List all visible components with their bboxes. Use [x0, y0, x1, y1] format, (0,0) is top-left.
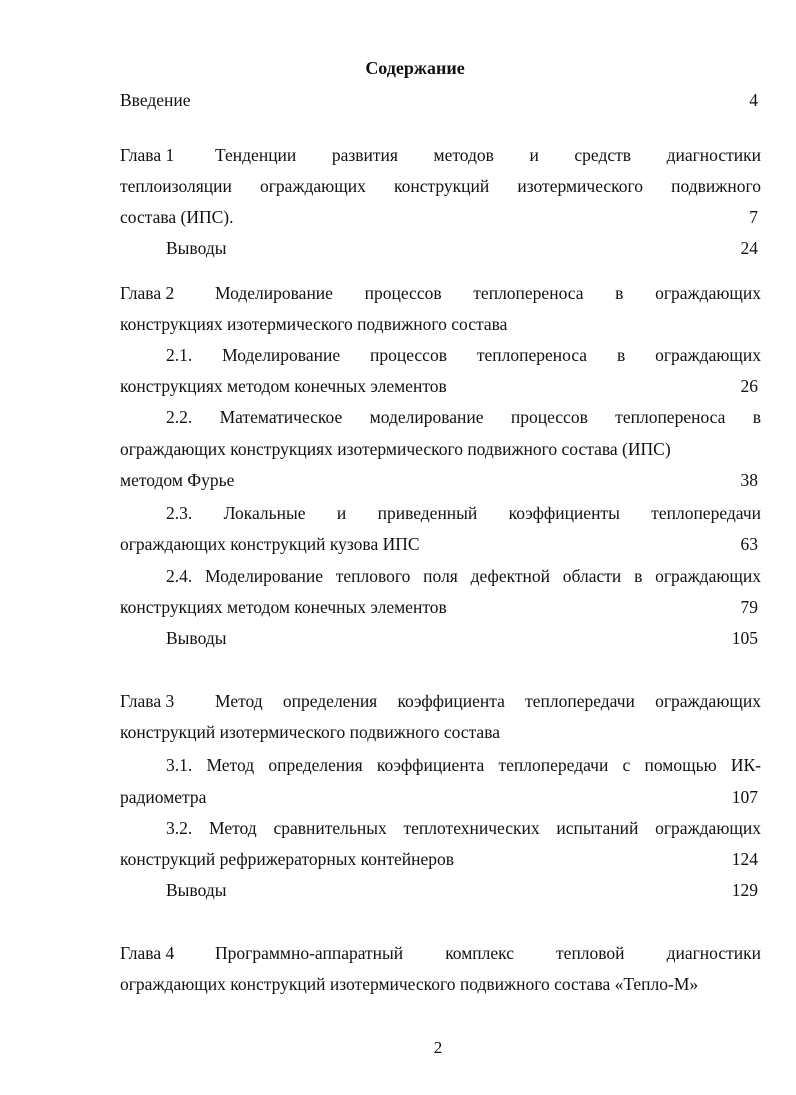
toc-3-2-line1: 3.2. Метод сравнительных теплотехнических испытаний ограждающих — [166, 818, 761, 838]
toc-2-2-page: 38 — [740, 470, 758, 490]
toc-intro-page: 4 — [749, 90, 758, 110]
toc-intro-label: Введение — [120, 90, 191, 110]
toc-2-4-page: 79 — [740, 597, 758, 617]
toc-ch1-title-line2: теплоизоляции ограждающих конструкций изотермического подвижного — [120, 176, 761, 196]
toc-ch3-title-line1: Метод определения коэффициента теплопередачи ограждающих — [215, 691, 761, 711]
toc-ch1-title-line1: Тенденции развития методов и средств диагностики — [215, 145, 761, 165]
toc-2-1-page: 26 — [740, 376, 758, 396]
toc-ch2-title-line2: конструкциях изотермического подвижного состава — [120, 314, 508, 334]
toc-3-1-line1: 3.1. Метод определения коэффициента теплопередачи с помощью ИК- — [166, 755, 761, 775]
toc-ch2-conclusions-page: 105 — [731, 628, 758, 648]
toc-2-4-line2: конструкциях методом конечных элементов — [120, 597, 447, 617]
page-title: Содержание — [365, 58, 465, 78]
toc-2-3-line1: 2.3. Локальные и приведенный коэффициенты теплопередачи — [166, 503, 761, 523]
toc-2-2-line3: методом Фурье — [120, 470, 235, 490]
toc-ch4-heading — [120, 941, 761, 965]
toc-ch3-conclusions: Выводы — [166, 880, 227, 900]
toc-ch2-title-line1: Моделирование процессов теплопереноса в ограждающих — [215, 283, 761, 303]
toc-3-1-line2: радиометра — [120, 787, 207, 807]
toc-2-1-line2: конструкциях методом конечных элементов — [120, 376, 447, 396]
toc-3-1-page: 107 — [731, 787, 758, 807]
toc-2-1-line1: 2.1. Моделирование процессов теплопереноса в ограждающих — [166, 345, 761, 365]
toc-ch1-title-line3: состава (ИПС). — [120, 207, 234, 227]
toc-ch1-conclusions: Выводы — [166, 238, 227, 258]
toc-ch1-page: 7 — [749, 207, 758, 227]
toc-ch4-title-line1: Программно-аппаратный комплекс тепловой диагностики — [215, 943, 761, 963]
toc-3-2-line2: конструкций рефрижераторных контейнеров — [120, 849, 455, 869]
toc-ch1-heading — [120, 143, 761, 167]
toc-2-3-page: 63 — [740, 534, 758, 554]
toc-ch1-label: Глава 1 — [120, 145, 175, 165]
toc-ch2-conclusions: Выводы — [166, 628, 227, 648]
page-number: 2 — [433, 1038, 443, 1057]
toc-ch3-label: Глава 3 — [120, 691, 175, 711]
toc-ch3-title-line2: конструкций изотермического подвижного состава — [120, 722, 501, 742]
toc-2-2-line1: 2.2. Математическое моделирование процессов теплопереноса в — [166, 407, 761, 427]
toc-ch3-heading — [120, 689, 761, 713]
toc-ch4-label: Глава 4 — [120, 943, 175, 963]
toc-ch1-conclusions-page: 24 — [740, 238, 758, 258]
toc-ch3-conclusions-page: 129 — [731, 880, 758, 900]
toc-ch2-label: Глава 2 — [120, 283, 175, 303]
toc-2-2-line2: ограждающих конструкциях изотермического подвижного состава (ИПС) — [120, 439, 671, 459]
toc-ch2-heading — [120, 281, 761, 305]
toc-ch4-title-line2: ограждающих конструкций изотермического подвижного состава «Тепло-М» — [120, 974, 699, 994]
toc-2-4-line1: 2.4. Моделирование теплового поля дефектной области в ограждающих — [166, 566, 761, 586]
toc-2-3-line2: ограждающих конструкций кузова ИПС — [120, 534, 420, 554]
toc-3-2-page: 124 — [731, 849, 758, 869]
toc-intro — [120, 88, 761, 112]
